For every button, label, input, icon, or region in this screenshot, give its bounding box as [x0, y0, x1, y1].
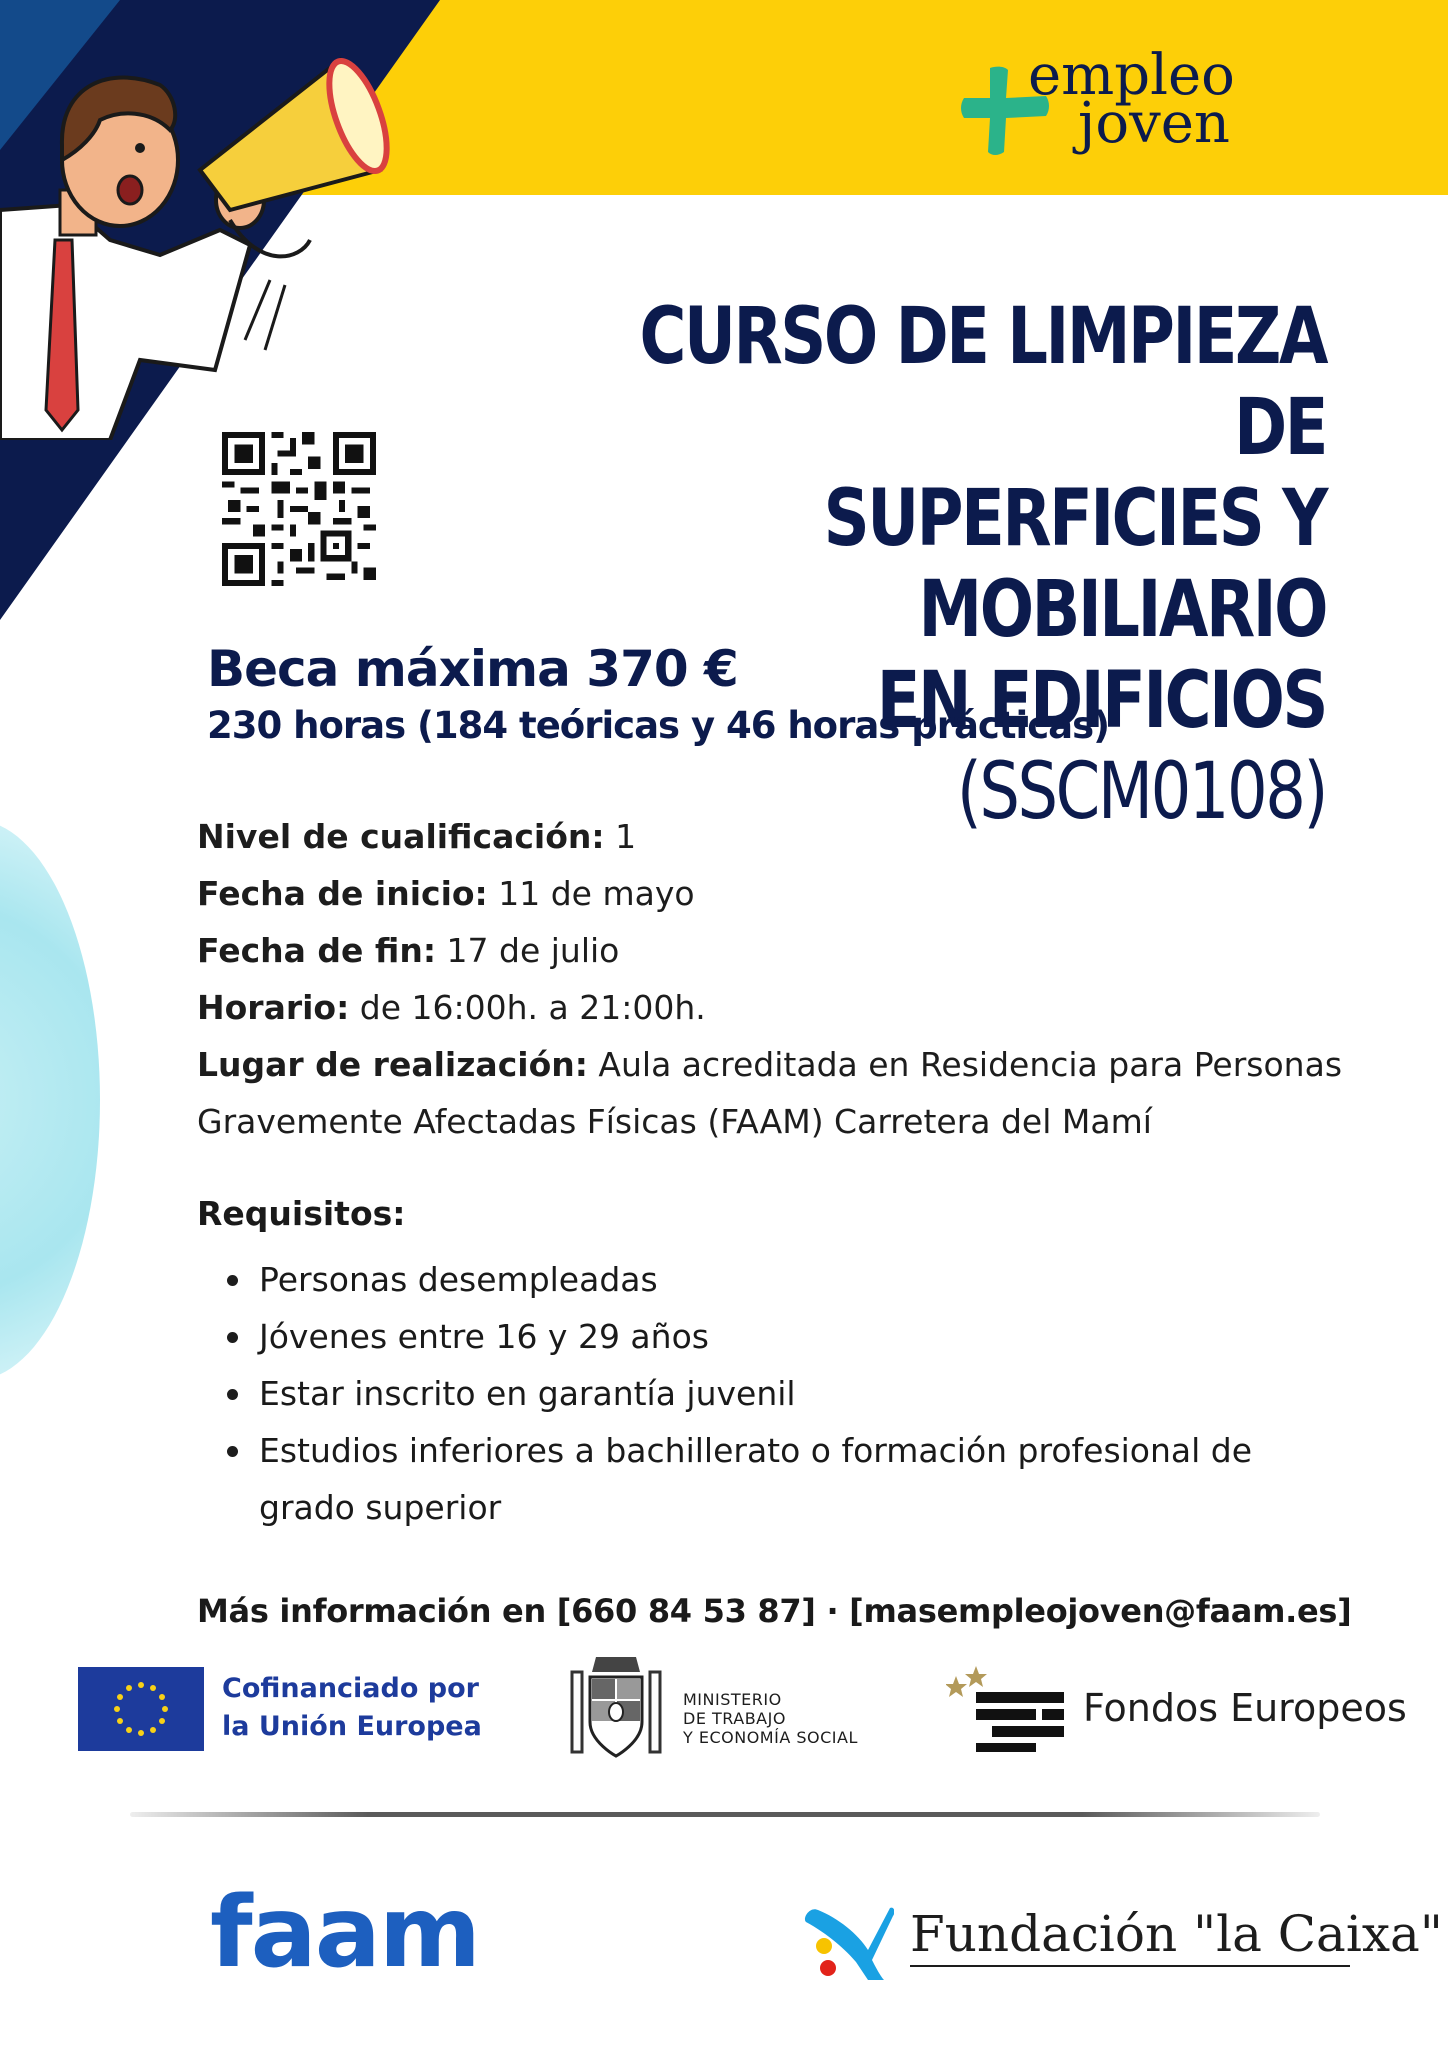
info-label: Nivel de cualificación: [197, 817, 605, 856]
info-lugar-continuation: Gravemente Afectadas Físicas (FAAM) Carretera del Mamí [197, 1102, 1152, 1141]
fondos-europeos-mark-icon [946, 1662, 1066, 1752]
eu-line-1: Cofinanciado por [222, 1673, 479, 1704]
info-value: de 16:00h. a 21:00h. [349, 988, 706, 1027]
requisitos-list [225, 1251, 1335, 1536]
title-line-2: SUPERFICIES Y MOBILIARIO [823, 474, 1326, 655]
megaphone-man-illustration [0, 40, 420, 440]
course-hours: 230 horas (184 teóricas y 46 horas prácticas) [207, 704, 1110, 747]
info-label: Lugar de realización: [197, 1045, 588, 1084]
info-value: 11 de mayo [487, 874, 695, 913]
info-nivel [197, 808, 1357, 865]
eu-flag-icon [78, 1667, 204, 1751]
empleo-joven-line1: empleo [1028, 43, 1235, 108]
divider [130, 1812, 1320, 1817]
info-fecha-fin [197, 922, 1357, 979]
info-horario [197, 979, 1357, 1036]
course-info [197, 808, 1357, 1150]
decorative-circle [0, 820, 100, 1380]
la-caixa-star-icon [798, 1900, 894, 1982]
list-item: Estudios inferiores a bachillerato o formación profesional de grado superior [225, 1422, 1335, 1536]
eu-cofinanciado-text [222, 1670, 482, 1746]
info-label: Fecha de fin: [197, 931, 437, 970]
ministerio-line-1: MINISTERIO [683, 1690, 782, 1709]
info-lugar [197, 1036, 1357, 1093]
course-code: (SSCM0108) [956, 747, 1326, 837]
ministerio-text [683, 1690, 858, 1747]
caixa-underline [910, 1965, 1350, 1967]
list-item: Jóvenes entre 16 y 29 años [225, 1308, 1335, 1365]
info-fecha-inicio [197, 865, 1357, 922]
info-value: 17 de julio [436, 931, 620, 970]
title-line-1: CURSO DE LIMPIEZA DE [639, 292, 1326, 473]
fondos-europeos-text: Fondos Europeos [1083, 1686, 1407, 1730]
empleo-joven-logo [960, 43, 1260, 158]
ministerio-line-3: Y ECONOMÍA SOCIAL [683, 1728, 858, 1747]
info-label: Fecha de inicio: [197, 874, 488, 913]
empleo-joven-line2: joven [1078, 91, 1230, 156]
list-item: Estar inscrito en garantía juvenil [225, 1365, 1335, 1422]
spain-coat-of-arms-icon [566, 1652, 666, 1762]
fundacion-la-caixa-text: Fundación "la Caixa" [910, 1905, 1443, 1963]
contact-info[interactable]: Más información en [660 84 53 87] · [masempleojoven@faam.es] [197, 1592, 1352, 1630]
info-value: 1 [604, 817, 637, 856]
info-label: Horario: [197, 988, 350, 1027]
list-item: Personas desempleadas [225, 1251, 1335, 1308]
beca-amount: Beca máxima 370 € [207, 640, 738, 698]
requisitos-heading: Requisitos: [197, 1194, 406, 1233]
title-line-3-text: EN EDIFICIOS [876, 656, 1326, 746]
faam-logo: faam [210, 1876, 480, 1990]
eu-line-2: la Unión Europea [222, 1711, 482, 1742]
qr-code[interactable] [222, 432, 376, 586]
course-title [588, 292, 1326, 838]
info-value: Aula acreditada en Residencia para Personas [587, 1045, 1343, 1084]
ministerio-line-2: DE TRABAJO [683, 1709, 786, 1728]
